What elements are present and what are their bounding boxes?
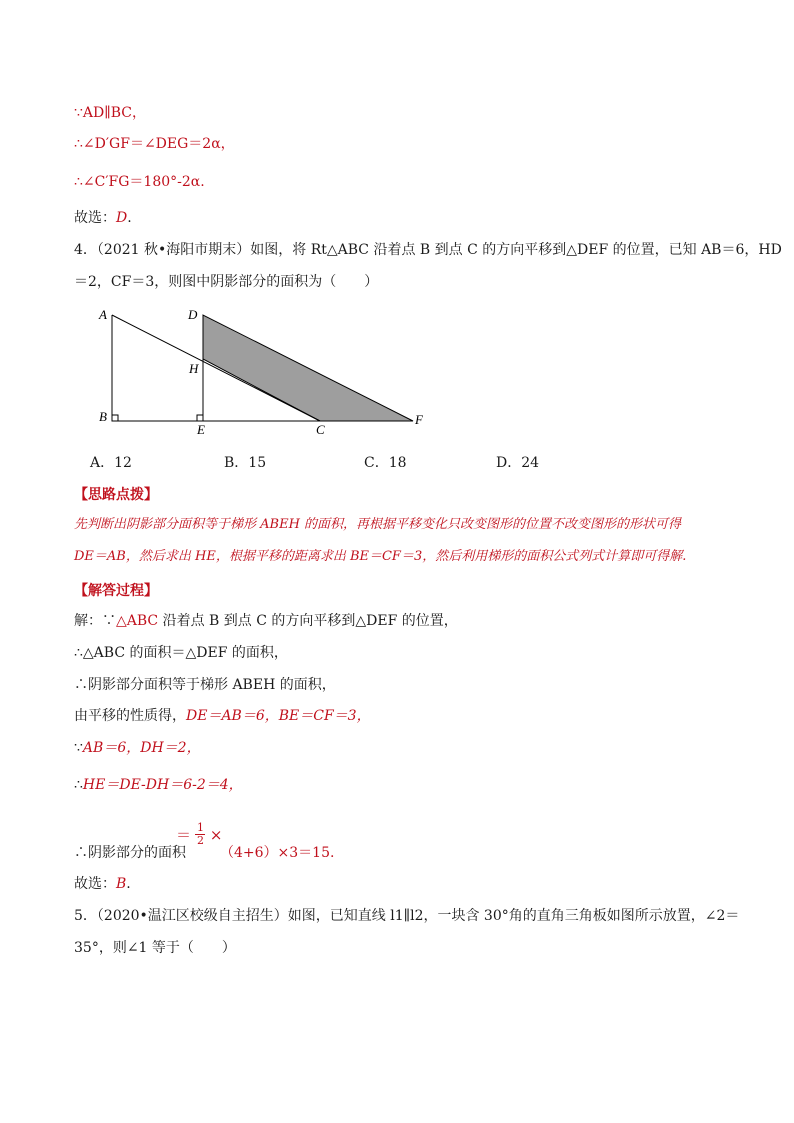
q4-figure xyxy=(95,306,435,436)
step5-values: AB＝6，DH＝2， xyxy=(82,740,201,756)
shaded-trapezoid xyxy=(203,315,413,421)
answer-prefix: 故选： xyxy=(74,210,116,226)
fraction-numerator: 1 xyxy=(196,821,204,834)
q4-answer-suffix: . xyxy=(126,876,131,892)
solution-line-angle-cfg: ∴∠C′FG＝180°-2α. xyxy=(74,174,205,190)
q4-answer-choice: B xyxy=(116,876,127,892)
solution-step-7 xyxy=(74,843,334,863)
solution-step-4 xyxy=(74,706,371,726)
q4-stem-line1: 4．（2021 秋•海阳市期末）如图，将 Rt△ABC 沿着点 B 到点 C 的方向平移到△DEF 的位置，已知 AB＝6，HD xyxy=(74,242,782,258)
label-a: A xyxy=(99,307,107,322)
hint-line1: 先判断出阴影部分面积等于梯形 ABEH 的面积，再根据平移变化只改变图形的位置不改变图形的形状可得 xyxy=(74,517,682,532)
step4-relations: DE＝AB＝6，BE＝CF＝3， xyxy=(186,708,371,724)
solution-step-5 xyxy=(74,738,201,758)
q4-stem-line2: ＝2，CF＝3，则图中阴影部分的面积为（ ） xyxy=(74,274,379,290)
label-b: B xyxy=(99,409,107,424)
q4-option-a: A．12 xyxy=(90,455,132,471)
label-h: H xyxy=(189,361,199,376)
label-e: E xyxy=(197,422,205,436)
solution-step-3: ∴阴影部分面积等于梯形 ABEH 的面积， xyxy=(74,677,336,693)
q5-stem-line2: 35°，则∠1 等于（ ） xyxy=(74,940,236,956)
answer-choice: D xyxy=(116,210,128,226)
step7-result: （4+6）×3＝15. xyxy=(220,845,335,861)
solution-step-6 xyxy=(74,775,243,795)
step5-prefix: ∵ xyxy=(74,740,83,756)
solution-line-angle-dgf: ∴∠D′GF＝∠DEG＝2α， xyxy=(74,136,235,152)
solution-step-2: ∴△ABC 的面积＝△DEF 的面积， xyxy=(74,645,288,661)
label-d: D xyxy=(188,307,198,322)
solution-line-parallel: ∵AD∥BC， xyxy=(74,105,146,121)
solution-title: 【解答过程】 xyxy=(74,583,158,599)
step6-he: HE＝DE-DH＝6-2＝4， xyxy=(82,777,243,793)
hint-line2: DE＝AB，然后求出 HE，根据平移的距离求出 BE＝CF＝3，然后利用梯形的面积公式列式计算即可得解. xyxy=(74,549,687,564)
right-angle-mark-e xyxy=(197,415,203,421)
answer-line-q4 xyxy=(74,874,131,894)
hint-title: 【思路点拨】 xyxy=(74,487,158,503)
label-f: F xyxy=(415,412,423,427)
step4-prefix: 由平移的性质得， xyxy=(74,708,186,724)
fraction-denominator: 2 xyxy=(196,834,204,847)
solution-step-1 xyxy=(74,611,458,631)
step6-prefix: ∴ xyxy=(74,777,83,793)
q4-answer-prefix: 故选： xyxy=(74,876,116,892)
right-angle-mark-b xyxy=(112,415,118,421)
fraction-times: × xyxy=(209,825,223,844)
step1-suffix: 沿着点 B 到点 C 的方向平移到△DEF 的位置， xyxy=(158,613,458,629)
fraction-equals: ＝ xyxy=(176,825,192,844)
q5-stem-line1: 5．（2020•温江区校级自主招生）如图，已知直线 l1∥l2，一块含 30°角的直角三角板如图所示放置，∠2＝ xyxy=(74,908,740,924)
step1-prefix: 解：∵ xyxy=(74,613,116,629)
label-c: C xyxy=(316,422,325,436)
answer-line-prev xyxy=(74,208,132,228)
answer-suffix: . xyxy=(127,210,132,226)
q4-option-b: B．15 xyxy=(224,455,267,471)
step1-triangle: △ABC xyxy=(116,613,159,629)
step7-prefix: ∴阴影部分的面积 xyxy=(74,845,186,861)
q4-option-c: C．18 xyxy=(364,455,407,471)
q4-option-d: D．24 xyxy=(496,455,540,471)
